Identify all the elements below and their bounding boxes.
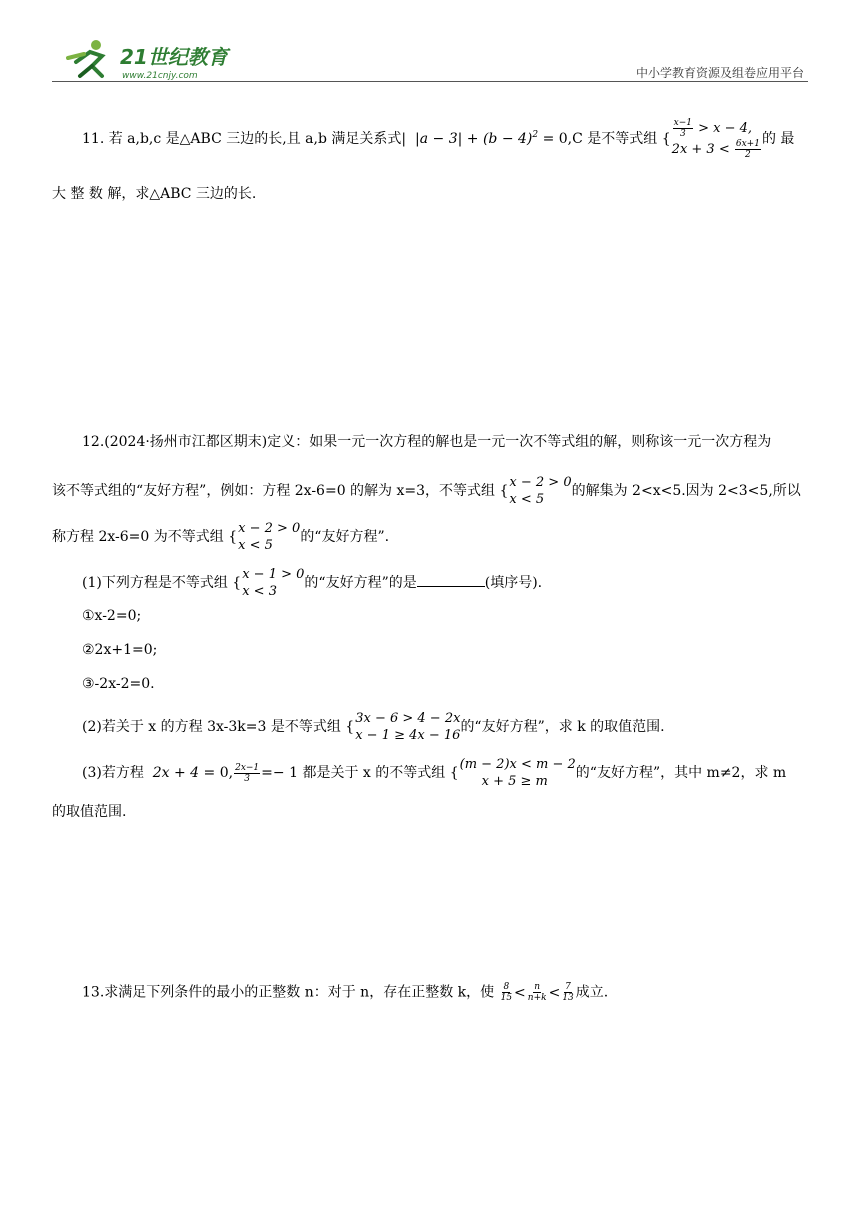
q12-part3-system: { (m − 2)x < m − 2 x + 5 ≥ m <box>449 757 576 789</box>
site-name: 中小学教育资源及组卷应用平台 <box>635 66 804 80</box>
q12-part3-line2: 的取值范围. <box>52 804 127 820</box>
q12-example-system-2: { x − 2 > 0 x < 5 <box>228 521 301 553</box>
logo-url: www.21cnjy.com <box>122 71 198 81</box>
page-header <box>52 36 808 84</box>
q12-part3-equations: 2x + 4 = 0, $\frac{2x-1}{3}$ =− 1 <box>148 762 298 784</box>
q11-line2: 大 整 数 解，求△ABC 三边的长. <box>52 186 257 202</box>
q12-example-system: { x − 2 > 0 x < 5 <box>499 475 572 507</box>
q12-option-2: ②2x+1=0; <box>82 642 158 658</box>
q12-line1: 12.(2024·扬州市江都区期末)定义：如果一元一次方程的解也是一元一次不等式组的解，则称该一元一次方程为 <box>82 434 772 450</box>
q12-part1-system: { x − 1 > 0 x < 3 <box>232 567 305 599</box>
q12-part1: (1)下列方程是不等式组 { x − 1 > 0 x < 3 的“友好方程”的是 (填序号). <box>82 567 543 599</box>
q12-line3: 称方程 2x-6=0 为不等式组 { x − 2 > 0 x < 5 的“友好方程”. <box>52 521 390 553</box>
q11-line1: 11. 若 a,b,c 是△ABC 三边的长,且 a,b 满足关系式| $|a - 3| + (b - 4)^2 = 0,C$ 是不等式组 { $\frac{x-1}{3}$ > x − 4, 2x + 3 < $\frac{6x+1}{2}$ 的 最 <box>82 118 795 160</box>
header-divider <box>52 81 808 82</box>
q11-inequality-system: { $\frac{x-1}{3}$ > x − 4, 2x + 3 < $\frac{6x+1}{2}$ <box>661 118 760 160</box>
q13-inequality: $\frac{8}{15}$ < $\frac{n}{n+k}$ < $\frac{7}{13}$ <box>500 982 574 1003</box>
q12-part2: (2)若关于 x 的方程 3x-3k=3 是不等式组 { 3x − 6 > 4 − 2x x − 1 ≥ 4x − 16 的“友好方程”，求 k 的取值范围. <box>82 711 665 743</box>
q12-option-3: ③-2x-2=0. <box>82 676 155 692</box>
q13-line: 13.求满足下列条件的最小的正整数 n：对于 n，存在正整数 k，使 $\frac{8}{15}$ < $\frac{n}{n+k}$ < $\frac{7}{13}$ 成立. <box>82 982 609 1003</box>
q12-part2-system: { 3x − 6 > 4 − 2x x − 1 ≥ 4x − 16 <box>345 711 461 743</box>
logo-text: 21世纪教育 <box>120 45 228 69</box>
q11-equation: $|a - 3| + (b - 4)^2 = 0$ <box>410 130 568 147</box>
q12-option-1: ①x-2=0; <box>82 608 142 624</box>
q12-line2: 该不等式组的“友好方程”，例如：方程 2x-6=0 的解为 x=3，不等式组 { x − 2 > 0 x < 5 的解集为 2<x<5.因为 2<3<5,所以 <box>52 475 801 507</box>
brand-logo <box>62 36 262 82</box>
answer-blank[interactable] <box>417 572 485 587</box>
q12-part3: (3)若方程 2x + 4 = 0, $\frac{2x-1}{3}$ =− 1 都是关于 x 的不等式组 { (m − 2)x < m − 2 x + 5 ≥ m 的“友好方程”，其中 m≠2，求 m <box>82 757 787 789</box>
